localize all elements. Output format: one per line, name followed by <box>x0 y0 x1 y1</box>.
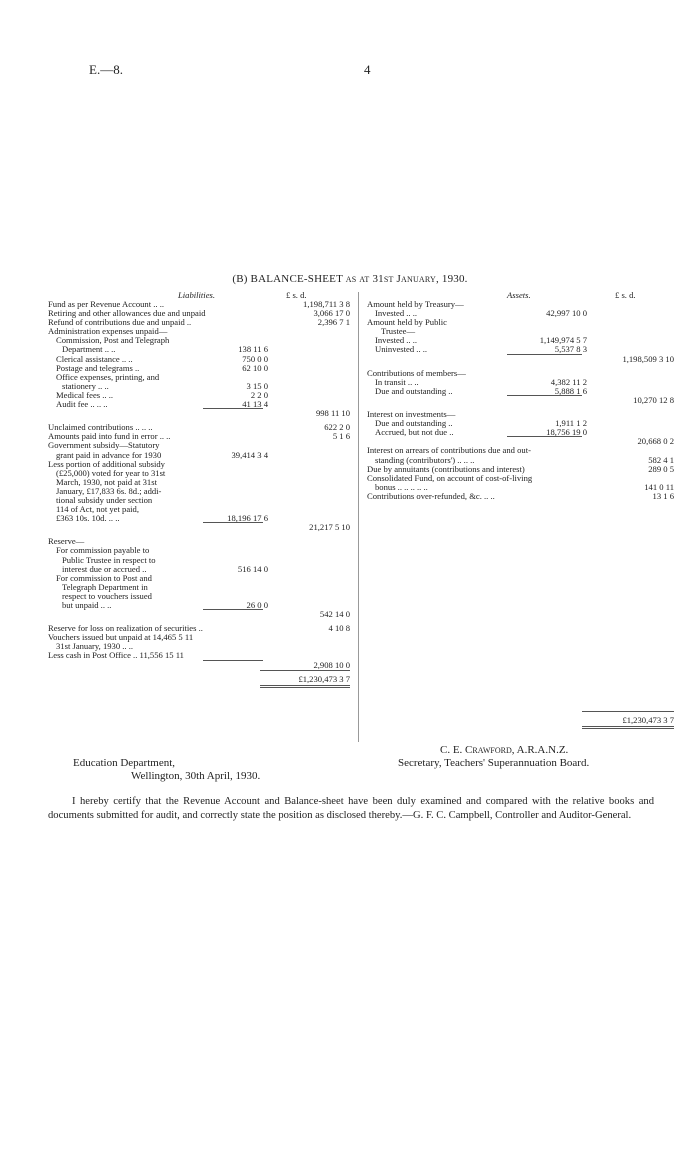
row-label: Office expenses, printing, and <box>56 371 160 382</box>
balance-sheet-title <box>0 273 700 285</box>
amount: 20,668 0 2 <box>637 436 674 447</box>
row-label: 31st January, 1930 .. .. <box>56 641 134 652</box>
liabilities-col-head: £ s. d. <box>286 290 307 300</box>
amount: 4 10 8 <box>328 623 350 634</box>
row-label: Unclaimed contributions .. .. .. <box>48 422 153 433</box>
assets-total: £1,230,473 3 7 <box>622 715 674 725</box>
amount: 5 1 6 <box>332 431 350 442</box>
row-label: Telegraph Department in <box>62 581 148 592</box>
sub-amount: 18,756 19 0 <box>546 427 587 438</box>
row-label: Amount held by Treasury— <box>367 299 464 309</box>
audit-certificate: I hereby certify that the Revenue Account and Balance-sheet have been duly examined and compared with the relative books and documents submitted for audit, and correctly state the position as disclosed thereby.—G. F. C. Campbell, Controller and Auditor-General. <box>48 796 654 821</box>
row-label: Contributions over-refunded, &c. .. .. <box>367 490 495 501</box>
assets-heading: Assets. <box>507 290 531 300</box>
row-label: Due and outstanding .. <box>375 418 453 429</box>
amount: 3,066 17 0 <box>313 308 350 319</box>
amount: 2,908 10 0 <box>313 659 350 670</box>
table-row <box>48 651 353 660</box>
signatory-name: C. E. Crawford, A.R.A.N.Z. <box>440 744 569 756</box>
row-label: Clerical assistance .. .. <box>56 353 133 364</box>
row-label: Due by annuitants (contributions and interest) <box>367 463 525 474</box>
sub-amount: 3 15 0 <box>246 380 268 391</box>
row-label: stationery .. .. <box>62 380 109 391</box>
row-label: Reserve— <box>48 536 85 547</box>
page-number: 4 <box>364 62 371 77</box>
row-label: For commission to Post and <box>56 572 152 583</box>
row-label: (£25,000) voted for year to 31st <box>56 467 166 478</box>
row-label: Consolidated Fund, on account of cost-of-living <box>367 472 533 483</box>
sub-amount: 4,382 11 2 <box>550 376 587 387</box>
liabilities-rows <box>48 300 353 670</box>
amount: 2,396 7 1 <box>317 317 350 328</box>
amount: 10,270 12 8 <box>633 394 674 405</box>
sub-amount: 39,414 3 4 <box>231 449 268 460</box>
row-label: Fund as per Revenue Account .. .. <box>48 299 164 309</box>
row-label: interest due or accrued .. <box>62 563 147 574</box>
row-label: Amount held by Public <box>367 317 447 328</box>
sub-amount: 750 0 0 <box>242 353 268 364</box>
document-reference: E.—8. <box>89 62 123 77</box>
row-label: but unpaid .. .. <box>62 600 112 610</box>
row-label: Less portion of additional subsidy <box>48 458 165 469</box>
amount: 1,198,711 3 8 <box>303 299 350 309</box>
sub-amount: 1,149,974 5 7 <box>539 335 587 346</box>
row-label: Contributions of members— <box>367 367 466 378</box>
row-label: Interest on arrears of contributions due and out- <box>367 445 531 456</box>
department: Education Department, <box>73 757 176 769</box>
assets-column <box>367 291 677 501</box>
row-label: Administration expenses unpaid— <box>48 326 168 337</box>
amount: 998 11 10 <box>315 408 350 419</box>
table-row <box>48 514 353 523</box>
sub-amount: 5,537 8 3 <box>554 344 587 355</box>
row-label: Interest on investments— <box>367 409 456 420</box>
row-label: bonus .. .. .. .. .. <box>375 481 428 492</box>
liabilities-total: £1,230,473 3 7 <box>298 673 350 684</box>
table-row <box>48 409 353 418</box>
row-label: Less cash in Post Office .. 11,556 15 11 <box>48 650 184 661</box>
row-label: Invested .. .. <box>375 335 418 346</box>
row-label: Amounts paid into fund in error .. .. <box>48 431 171 442</box>
sub-amount: 138 11 6 <box>238 344 268 355</box>
table-row <box>367 396 677 405</box>
row-label: Postage and telegrams .. <box>56 362 140 373</box>
table-row <box>48 601 353 610</box>
row-label: In transit .. .. <box>375 376 419 387</box>
row-label: Audit fee .. .. .. <box>56 399 108 410</box>
row-label: grant paid in advance for 1930 <box>56 449 162 460</box>
row-label: For commission payable to <box>56 545 150 556</box>
signatory-title: Secretary, Teachers' Superannuation Board. <box>398 757 590 769</box>
row-label: Vouchers issued but unpaid at 14,465 5 11 <box>48 632 194 643</box>
row-label: 114 of Act, not yet paid, <box>56 504 139 515</box>
row-label: tional subsidy under section <box>56 494 153 505</box>
row-label: Reserve for loss on realization of securities .. <box>48 623 203 634</box>
row-label: Retiring and other allowances due and unpaid <box>48 308 206 319</box>
row-label: £363 10s. 10d. .. .. <box>56 513 120 524</box>
amount: 1,198,509 3 10 <box>622 353 674 364</box>
sub-amount: 2 2 0 <box>250 389 268 400</box>
table-row <box>367 355 677 364</box>
sub-amount: 18,196 17 6 <box>227 513 268 524</box>
assets-col-head: £ s. d. <box>615 290 636 300</box>
amount: 13 1 6 <box>652 490 674 501</box>
place-date: Wellington, 30th April, 1930. <box>131 770 261 782</box>
amount: 21,217 5 10 <box>309 522 350 533</box>
row-label: Trustee— <box>381 326 416 337</box>
row-label: standing (contributors') .. .. .. <box>375 454 475 465</box>
row-label: Medical fees .. .. <box>56 389 114 400</box>
sub-amount: 1,911 1 2 <box>555 418 587 429</box>
title-date: as at 31st January, 1930. <box>345 273 468 285</box>
amount: 542 14 0 <box>319 609 350 620</box>
row-label: Invested .. .. <box>375 308 418 319</box>
sub-amount: 42,997 10 0 <box>546 308 587 319</box>
row-label: Accrued, but not due .. <box>375 427 454 438</box>
row-label: Due and outstanding .. <box>375 385 453 396</box>
row-label: Public Trustee in respect to <box>62 554 156 565</box>
column-divider <box>358 292 359 742</box>
row-label: respect to vouchers issued <box>62 590 152 601</box>
amount: 622 2 0 <box>324 422 350 433</box>
amount: 141 0 11 <box>644 481 674 492</box>
liabilities-column <box>48 291 353 684</box>
assets-rows <box>367 300 677 501</box>
row-label: Department .. .. <box>62 344 116 355</box>
table-row <box>48 523 353 532</box>
row-label: March, 1930, not paid at 31st <box>56 476 157 487</box>
sub-amount: 62 10 0 <box>242 362 268 373</box>
row-label: January, £17,833 6s. 8d.; addi- <box>56 485 162 496</box>
title-prefix: (B) BALANCE-SHEET <box>232 273 346 285</box>
table-row <box>367 492 677 501</box>
sub-amount: 516 14 0 <box>237 563 268 574</box>
table-row <box>48 661 353 670</box>
sub-amount: 26 0 0 <box>246 600 268 610</box>
sub-amount: 5,888 1 6 <box>554 385 587 396</box>
sub-amount: 41 13 4 <box>242 399 268 410</box>
table-row <box>48 400 353 409</box>
liabilities-heading: Liabilities. <box>178 290 216 300</box>
amount: 582 4 1 <box>648 454 674 465</box>
amount: 289 0 5 <box>648 463 674 474</box>
row-label: Government subsidy—Statutory <box>48 440 160 451</box>
row-label: Refund of contributions due and unpaid .. <box>48 317 192 328</box>
liabilities-total-row <box>48 670 353 684</box>
assets-total-row <box>367 711 677 725</box>
row-label: Commission, Post and Telegraph <box>56 335 170 346</box>
row-label: Uninvested .. .. <box>375 344 428 355</box>
table-row <box>48 610 353 619</box>
